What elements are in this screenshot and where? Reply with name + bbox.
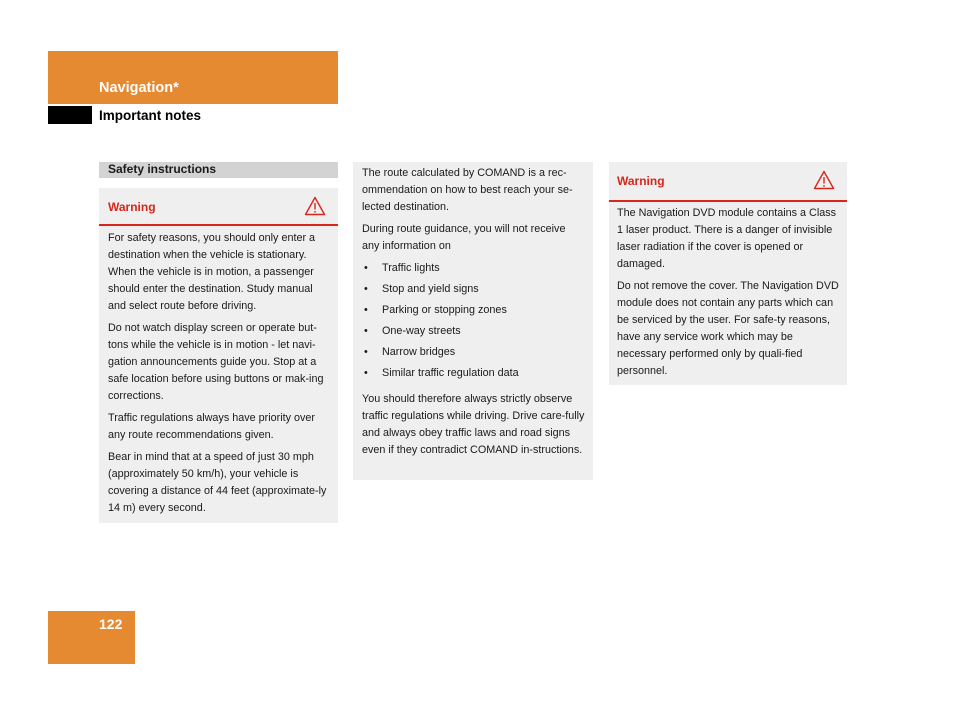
paragraph: Bear in mind that at a speed of just 30 mph (approximately 50 km/h), your vehicle is covering a distance of 44 feet (approximate-ly 14 m) every second. bbox=[108, 451, 327, 514]
warning-label: Warning bbox=[617, 174, 665, 188]
warning-body bbox=[99, 226, 338, 517]
list-item: • Stop and yield signs bbox=[364, 283, 479, 295]
page-number: 122 bbox=[99, 616, 123, 632]
laser-warning-box bbox=[609, 162, 847, 385]
warning-header bbox=[609, 162, 847, 202]
list-item: • Traffic lights bbox=[364, 262, 440, 274]
paragraph: For safety reasons, you should only enter a destination when the vehicle is stationary. When the vehicle is in motion, a passenger should enter the destination. Study manual and select route before driving. bbox=[108, 232, 316, 312]
traffic-info-list bbox=[362, 260, 585, 386]
paragraph: Do not watch display screen or operate but-tons while the vehicle is in motion - let navi-gation announcements guide you. Stop at a safe location before using buttons or mak-ing corrections. bbox=[108, 322, 324, 402]
safety-warning-box bbox=[99, 188, 338, 523]
paragraph: During route guidance, you will not receive any information on bbox=[362, 223, 566, 252]
header-band bbox=[48, 51, 338, 104]
paragraph: The route calculated by COMAND is a rec-ommendation on how to best reach your se-lected destination. bbox=[362, 167, 573, 213]
section-title: Navigation* bbox=[99, 80, 179, 96]
paragraph: Do not remove the cover. The Navigation DVD module does not contain any parts which can be serviced by the user. For safe-ty reasons, have any service work which may be necessary performed only by quali-fied personnel. bbox=[617, 280, 839, 377]
warning-label: Warning bbox=[108, 200, 156, 214]
paragraph: The Navigation DVD module contains a Class 1 laser product. There is a danger of invisible laser radiation if the cover is opened or damaged. bbox=[617, 207, 837, 270]
list-item: • Narrow bridges bbox=[364, 346, 456, 358]
route-info-box bbox=[353, 162, 593, 480]
subsection-title: Important notes bbox=[99, 108, 202, 123]
paragraph: Traffic regulations always have priority over any route recommendations given. bbox=[108, 412, 316, 441]
warning-triangle-icon bbox=[813, 170, 835, 190]
warning-body bbox=[609, 202, 847, 380]
paragraph: You should therefore always strictly observe traffic regulations while driving. Drive care-fully and always obey traffic laws and road signs even if they contradict COMAND in-structions. bbox=[362, 393, 585, 456]
warning-header bbox=[99, 188, 338, 226]
list-item: • Parking or stopping zones bbox=[364, 304, 507, 316]
list-item: • One-way streets bbox=[364, 325, 461, 337]
safety-instructions-heading: Safety instructions bbox=[99, 162, 338, 178]
list-item: • Similar traffic regulation data bbox=[364, 367, 519, 379]
subsection-marker bbox=[48, 106, 92, 124]
warning-triangle-icon bbox=[304, 196, 326, 216]
